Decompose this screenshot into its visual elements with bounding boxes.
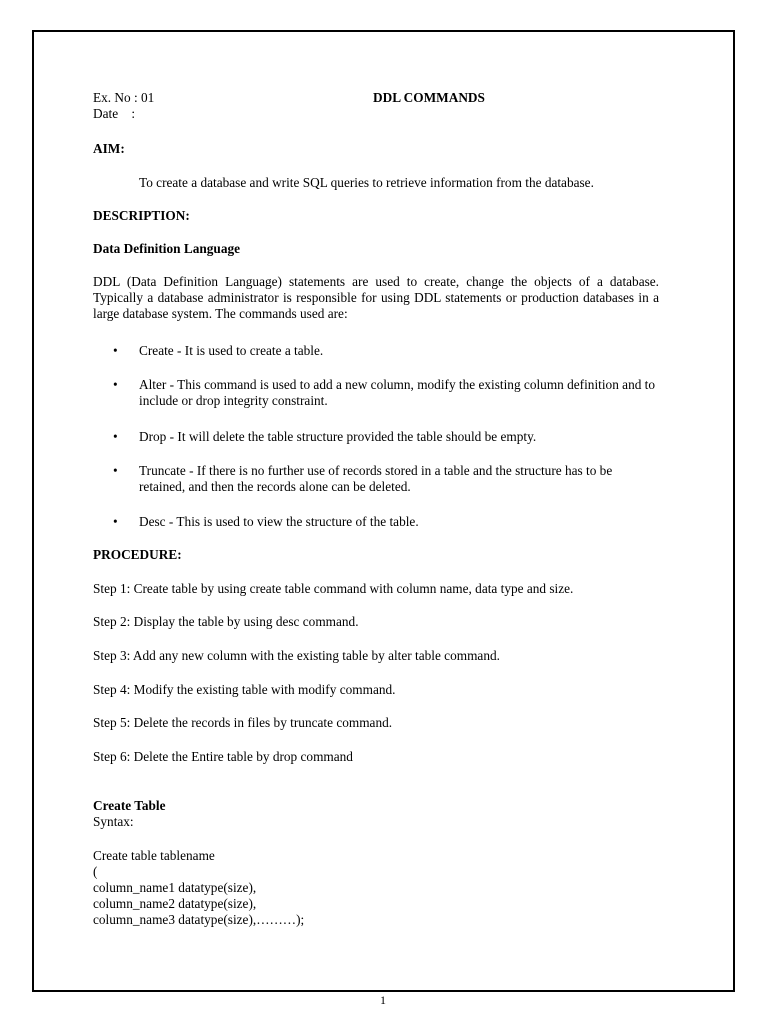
bullet-icon: • [113, 429, 118, 444]
aim-text: To create a database and write SQL queries to retrieve information from the database. [139, 175, 594, 190]
code-line: Create table tablename [93, 848, 215, 863]
bullet-icon: • [113, 343, 118, 358]
procedure-step: Step 5: Delete the records in files by truncate command. [93, 715, 393, 730]
code-line: column_name3 datatype(size),………); [93, 912, 305, 927]
bullet-text-alter: Alter - This command is used to add a new column, modify the existing column definition and to include or drop integrity constraint. [139, 377, 656, 408]
procedure-step: Step 6: Delete the Entire table by drop command [93, 749, 353, 764]
code-line: column_name1 datatype(size), [93, 880, 257, 895]
procedure-step: Step 4: Modify the existing table with modify command. [93, 682, 396, 697]
bullet-text-truncate: Truncate - If there is no further use of records stored in a table and the structure has to be retained, and then the records alone can be deleted. [139, 463, 613, 494]
bullet-icon: • [113, 514, 118, 529]
procedure-step: Step 3: Add any new column with the existing table by alter table command. [93, 648, 500, 663]
procedure-heading: PROCEDURE: [93, 547, 182, 562]
code-line: ( [93, 864, 98, 879]
bullet-text-create: Create - It is used to create a table. [139, 343, 324, 358]
description-heading: DESCRIPTION: [93, 208, 190, 223]
page-title: DDL COMMANDS [373, 90, 485, 105]
procedure-step: Step 2: Display the table by using desc command. [93, 614, 359, 629]
page-number: 1 [380, 993, 386, 1007]
bullet-icon: • [113, 377, 118, 392]
bullet-text-drop: Drop - It will delete the table structure provided the table should be empty. [139, 429, 537, 444]
date-label: Date : [93, 106, 136, 121]
syntax-label: Syntax: [93, 814, 134, 829]
aim-heading: AIM: [93, 141, 125, 156]
procedure-step: Step 1: Create table by using create table command with column name, data type and size. [93, 581, 574, 596]
code-line: column_name2 datatype(size), [93, 896, 257, 911]
bullet-text-desc: Desc - This is used to view the structure of the table. [139, 514, 419, 529]
exercise-number: Ex. No : 01 [93, 90, 155, 105]
ddl-paragraph: DDL (Data Definition Language) statements are used to create, change the objects of a database. Typically a database administrator is responsible for using DDL statements or production databases in a large database system. The commands used are: [93, 274, 659, 321]
ddl-subheading: Data Definition Language [93, 241, 241, 256]
bullet-icon: • [113, 463, 118, 478]
create-table-heading: Create Table [93, 798, 166, 813]
